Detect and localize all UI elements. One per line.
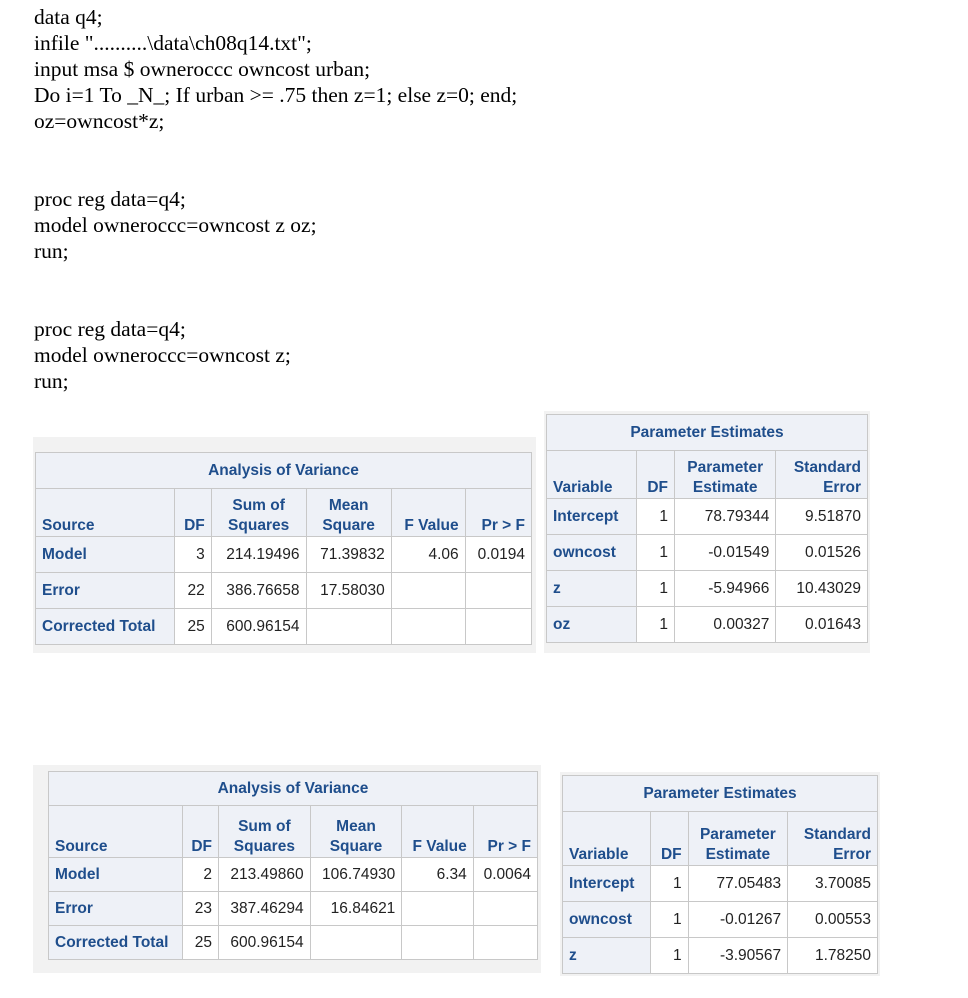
header-f-value: F Value [391,489,465,537]
code-line: oz=owncost*z; [34,109,165,133]
header-standard-error: Standard Error [776,451,868,499]
code-line: input msa $ owneroccc owncost urban; [34,57,371,81]
header-standard-error: Standard Error [788,812,878,866]
code-line: run; [34,369,69,393]
header-source: Source [36,489,175,537]
header-df: DF [636,451,674,499]
header-mean-square: Mean Square [306,489,391,537]
header-parameter-estimate: Parameter Estimate [688,812,788,866]
code-line: Do i=1 To _N_; If urban >= .75 then z=1; else z=0; end; [34,83,518,107]
table-row: Intercept 1 78.79344 9.51870 [547,499,868,535]
header-f-value: F Value [402,806,473,858]
header-sum-of-squares: Sum of Squares [219,806,311,858]
table-title: Analysis of Variance [36,453,532,489]
header-df: DF [174,489,211,537]
code-line: infile "..........\data\ch08q14.txt"; [34,31,312,55]
anova1-table [35,452,532,645]
header-mean-square: Mean Square [310,806,402,858]
code-line: run; [34,239,69,263]
header-pr-f: Pr > F [465,489,531,537]
code-blank-line [34,264,517,290]
table-row: Model 2 213.49860 106.74930 6.34 0.0064 [49,858,538,892]
params1-table [546,414,868,643]
table-row: Intercept 1 77.05483 3.70085 [563,866,878,902]
code-line: model owneroccc=owncost z oz; [34,213,317,237]
header-variable: Variable [547,451,637,499]
sas-code-block [34,4,517,394]
code-blank-line [34,134,517,160]
table-row: z 1 -5.94966 10.43029 [547,571,868,607]
table-row: oz 1 0.00327 0.01643 [547,607,868,643]
anova2-table [48,771,538,960]
header-sum-of-squares: Sum of Squares [211,489,306,537]
header-source: Source [49,806,183,858]
header-pr-f: Pr > F [473,806,537,858]
table-title: Analysis of Variance [49,772,538,806]
table-row: owncost 1 -0.01549 0.01526 [547,535,868,571]
header-parameter-estimate: Parameter Estimate [675,451,776,499]
code-blank-line [34,160,517,186]
table-row: Corrected Total 25 600.96154 [36,609,532,645]
header-variable: Variable [563,812,651,866]
table-title: Parameter Estimates [563,776,878,812]
table-row: Corrected Total 25 600.96154 [49,926,538,960]
table-row: Model 3 214.19496 71.39832 4.06 0.0194 [36,537,532,573]
table-row: Error 22 386.76658 17.58030 [36,573,532,609]
params2-table [562,775,878,974]
code-line: data q4; [34,5,103,29]
code-line: proc reg data=q4; [34,187,186,211]
code-line: model owneroccc=owncost z; [34,343,291,367]
table-row: z 1 -3.90567 1.78250 [563,938,878,974]
table-row: Error 23 387.46294 16.84621 [49,892,538,926]
header-df: DF [650,812,688,866]
table-row: owncost 1 -0.01267 0.00553 [563,902,878,938]
code-line: proc reg data=q4; [34,317,186,341]
header-df: DF [183,806,219,858]
code-blank-line [34,290,517,316]
table-title: Parameter Estimates [547,415,868,451]
